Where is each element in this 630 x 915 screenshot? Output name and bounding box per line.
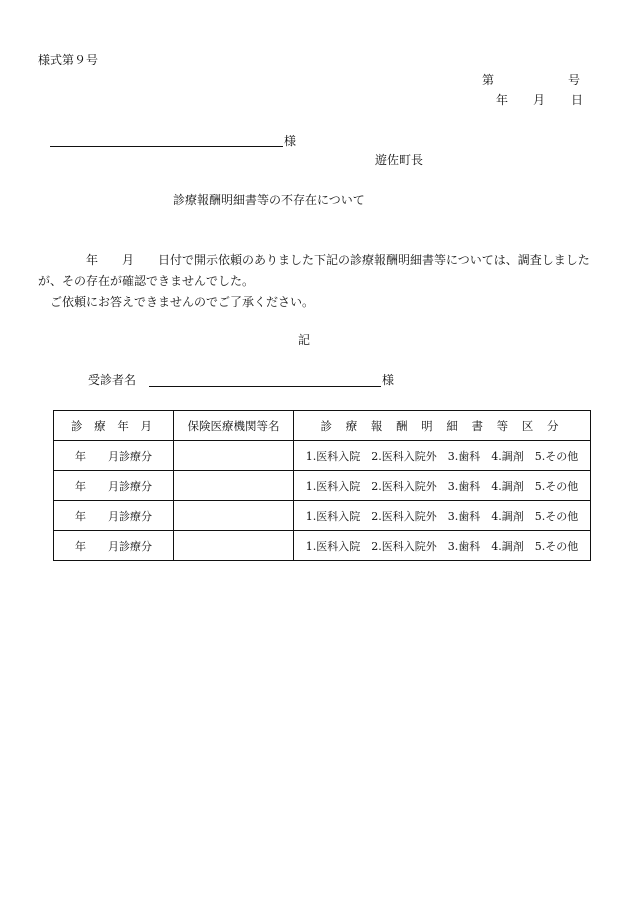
header-period: 診 療 年 月 (54, 411, 174, 441)
addressee-honorific: 様 (284, 134, 297, 148)
ki-label: 記 (298, 333, 311, 347)
cell-institution (174, 471, 294, 501)
sender-name: 遊佐町長 (375, 153, 424, 167)
table-row (54, 471, 591, 501)
cell-period: 年 月診療分 (54, 441, 174, 471)
cell-institution (174, 441, 294, 471)
header-category: 診 療 報 酬 明 細 書 等 区 分 (294, 411, 591, 441)
cell-category: 1.医科入院 2.医科入院外 3.歯科 4.調剤 5.その他 (294, 441, 591, 471)
patient-label: 受診者名 (88, 373, 137, 387)
addressee-line (50, 146, 283, 147)
doc-number-prefix: 第 (482, 73, 495, 87)
date-month: 月 (533, 93, 546, 107)
cell-period: 年 月診療分 (54, 501, 174, 531)
cell-period: 年 月診療分 (54, 531, 174, 561)
cell-period: 年 月診療分 (54, 471, 174, 501)
body-paragraph-2: ご依頼にお答えできませんのでご了承ください。 (38, 295, 315, 309)
doc-number-suffix: 号 (568, 73, 581, 87)
cell-institution (174, 531, 294, 561)
cell-category: 1.医科入院 2.医科入院外 3.歯科 4.調剤 5.その他 (294, 501, 591, 531)
cell-category: 1.医科入院 2.医科入院外 3.歯科 4.調剤 5.その他 (294, 531, 591, 561)
disclosure-table (53, 410, 591, 561)
date-year: 年 (496, 93, 509, 107)
table-row (54, 531, 591, 561)
date-day: 日 (571, 93, 584, 107)
cell-category: 1.医科入院 2.医科入院外 3.歯科 4.調剤 5.その他 (294, 471, 591, 501)
patient-name-line (149, 386, 381, 387)
table-row (54, 441, 591, 471)
document-title: 診療報酬明細書等の不存在について (173, 193, 365, 207)
form-number: 様式第９号 (38, 53, 99, 67)
body-paragraph-1: 年 月 日付で開示依頼のありました下記の診療報酬明細書等については、調査しましたが、その存在が確認できませんでした。 (38, 253, 590, 288)
table-header-row (54, 411, 591, 441)
table-row (54, 501, 591, 531)
cell-institution (174, 501, 294, 531)
patient-honorific: 様 (382, 373, 395, 387)
header-institution: 保険医療機関等名 (174, 411, 294, 441)
